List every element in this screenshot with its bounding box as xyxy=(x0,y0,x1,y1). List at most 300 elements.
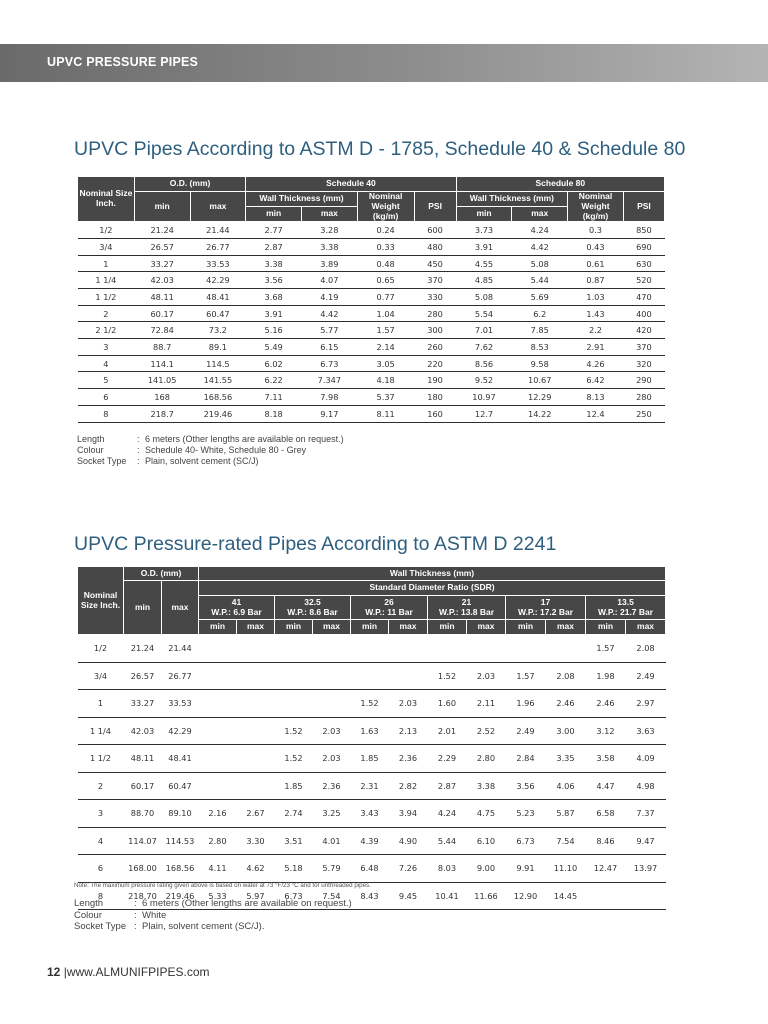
table-cell: 2.49 xyxy=(626,662,666,690)
table-cell: 1 1/2 xyxy=(78,745,124,773)
wall-max-header: max xyxy=(313,620,351,635)
table-cell: 3.56 xyxy=(246,272,302,289)
table-cell: 4.90 xyxy=(389,827,428,855)
od-max-header: max xyxy=(162,581,199,635)
table-cell: 6.15 xyxy=(302,339,358,356)
table-cell: 2.80 xyxy=(467,745,506,773)
table-cell: 168 xyxy=(134,389,190,406)
table-cell: 7.98 xyxy=(302,389,358,406)
table-row xyxy=(78,238,665,255)
table-cell: 2.14 xyxy=(357,339,414,356)
table-cell xyxy=(237,635,275,663)
table-cell: 2.13 xyxy=(389,717,428,745)
sch80-psi-header: PSI xyxy=(623,192,664,222)
table-cell: 88.70 xyxy=(124,800,162,828)
note-key: Colour xyxy=(74,909,102,921)
note-value: Plain, solvent cement (SC/J) xyxy=(145,456,259,466)
table-row xyxy=(78,772,666,800)
table-cell: 1 xyxy=(78,690,124,718)
table-cell: 1.57 xyxy=(506,662,546,690)
table-cell: 14.22 xyxy=(512,405,568,422)
note-value: 6 meters (Other lengths are available on request.) xyxy=(145,434,344,444)
note-colon: : xyxy=(134,909,137,921)
table-cell: 9.17 xyxy=(302,405,358,422)
page-number: 12 xyxy=(47,965,61,979)
table-cell: 1 xyxy=(78,255,135,272)
table-row xyxy=(78,690,666,718)
sch80-wall-max-header: max xyxy=(512,207,568,222)
sdr-group-header xyxy=(428,596,506,620)
note-value: Schedule 40- White, Schedule 80 - Grey xyxy=(145,445,307,455)
table-cell: 2.03 xyxy=(313,717,351,745)
table-cell: 6.10 xyxy=(467,827,506,855)
table-cell: 1.52 xyxy=(351,690,389,718)
table-cell: 2.82 xyxy=(389,772,428,800)
table-cell: 5.23 xyxy=(506,800,546,828)
table-cell: 470 xyxy=(623,289,664,306)
table-cell: 1/2 xyxy=(78,635,124,663)
table-cell: 850 xyxy=(623,222,664,239)
note-value: Plain, solvent cement (SC/J). xyxy=(142,921,265,932)
table-cell: 9.58 xyxy=(512,355,568,372)
table-cell: 8.56 xyxy=(456,355,512,372)
table-cell: 1 1/4 xyxy=(78,717,124,745)
table-cell: 2 xyxy=(78,305,135,322)
table-cell: 48.41 xyxy=(162,745,199,773)
table-cell: 73.2 xyxy=(190,322,246,339)
table-cell: 114.53 xyxy=(162,827,199,855)
table-cell: 7.26 xyxy=(389,855,428,883)
table-cell: 3.35 xyxy=(546,745,586,773)
table-row xyxy=(78,289,665,306)
table-row xyxy=(78,389,665,406)
table-cell: 26.77 xyxy=(162,662,199,690)
table-cell: 1.98 xyxy=(586,662,626,690)
table-row xyxy=(78,635,666,663)
table-cell: 450 xyxy=(414,255,456,272)
note-colon: : xyxy=(134,898,137,909)
table-cell: 690 xyxy=(623,238,664,255)
table-cell: 3.58 xyxy=(586,745,626,773)
sdr-group-header xyxy=(275,596,351,620)
table-cell: 42.29 xyxy=(190,272,246,289)
table-cell: 72.84 xyxy=(134,322,190,339)
table-cell: 2.46 xyxy=(546,690,586,718)
table-cell: 6.42 xyxy=(568,372,624,389)
table-cell: 4.06 xyxy=(546,772,586,800)
table2-title: UPVC Pressure-rated Pipes According to ASTM D 2241 xyxy=(74,533,557,555)
wall-min-header: min xyxy=(586,620,626,635)
table-cell: 600 xyxy=(414,222,456,239)
table-cell: 8 xyxy=(78,882,124,910)
page-footer xyxy=(47,965,210,979)
note-key: Length xyxy=(77,434,105,444)
table-cell: 5.08 xyxy=(512,255,568,272)
sch40-wall-max-header: max xyxy=(302,207,358,222)
table-cell: 26.57 xyxy=(134,238,190,255)
sdr-ratio: 41 xyxy=(231,596,242,607)
schedule-table xyxy=(77,176,665,423)
table-cell: 4 xyxy=(78,355,135,372)
table-cell: 1.03 xyxy=(568,289,624,306)
table-cell: 6.73 xyxy=(506,827,546,855)
table-cell xyxy=(546,635,586,663)
table-cell: 1.63 xyxy=(351,717,389,745)
table-cell: 0.48 xyxy=(357,255,414,272)
table-cell: 2.97 xyxy=(626,690,666,718)
table-cell: 2.52 xyxy=(467,717,506,745)
table-cell: 6.58 xyxy=(586,800,626,828)
table-cell: 220 xyxy=(414,355,456,372)
table-row xyxy=(78,855,666,883)
sch80-wall-header: Wall Thickness (mm) xyxy=(456,192,567,207)
sdr-header: Standard Diameter Ratio (SDR) xyxy=(199,581,666,596)
table-cell: 2.77 xyxy=(246,222,302,239)
table-cell: 300 xyxy=(414,322,456,339)
table-cell: 2.36 xyxy=(313,772,351,800)
table-cell: 4.09 xyxy=(626,745,666,773)
table-cell: 4.11 xyxy=(199,855,237,883)
table-cell: 7.54 xyxy=(313,882,351,910)
table-cell: 0.87 xyxy=(568,272,624,289)
schedule80-header: Schedule 80 xyxy=(456,177,664,192)
table-cell: 8 xyxy=(78,405,135,422)
table-cell: 4.75 xyxy=(467,800,506,828)
table-cell: 9.00 xyxy=(467,855,506,883)
note-row xyxy=(77,456,344,467)
table-cell: 2.16 xyxy=(199,800,237,828)
wall-max-header: max xyxy=(237,620,275,635)
table-cell: 1/2 xyxy=(78,222,135,239)
table-cell: 4 xyxy=(78,827,124,855)
table-cell: 2.67 xyxy=(237,800,275,828)
table-cell: 42.29 xyxy=(162,717,199,745)
table-cell: 6 xyxy=(78,855,124,883)
table-cell: 88.7 xyxy=(134,339,190,356)
table-cell: 4.26 xyxy=(568,355,624,372)
table-cell: 8.53 xyxy=(512,339,568,356)
sdr-ratio: 17 xyxy=(540,596,551,607)
table-cell: 2.84 xyxy=(506,745,546,773)
sch80-weight-header: Nominal Weight (kg/m) xyxy=(568,192,624,222)
table-cell: 8.18 xyxy=(246,405,302,422)
table-cell: 6.48 xyxy=(351,855,389,883)
table-cell: 3.89 xyxy=(302,255,358,272)
sch40-psi-header: PSI xyxy=(414,192,456,222)
table-cell xyxy=(428,635,467,663)
section-label: UPVC PRESSURE PIPES xyxy=(47,55,199,69)
table1-title: UPVC Pipes According to ASTM D - 1785, Schedule 40 & Schedule 80 xyxy=(74,138,686,160)
sch40-wall-min-header: min xyxy=(246,207,302,222)
table-cell: 3.51 xyxy=(275,827,313,855)
table-cell: 4.07 xyxy=(302,272,358,289)
note-key: Socket Type xyxy=(77,456,127,466)
table-cell: 2.49 xyxy=(506,717,546,745)
pressure-footnote: Note: The maximum pressure rating given above is based on water at 73 °F/23 °C and for unthreaded pipes. xyxy=(74,882,371,889)
table-cell: 5.16 xyxy=(246,322,302,339)
table-cell: 2.2 xyxy=(568,322,624,339)
table-cell: 7.01 xyxy=(456,322,512,339)
table-cell: 10.67 xyxy=(512,372,568,389)
table-cell xyxy=(467,635,506,663)
wall-max-header: max xyxy=(389,620,428,635)
schedule40-header: Schedule 40 xyxy=(246,177,456,192)
table-cell: 3.43 xyxy=(351,800,389,828)
table-row xyxy=(78,800,666,828)
table-cell: 2.87 xyxy=(246,238,302,255)
table-cell: 10.41 xyxy=(428,882,467,910)
table-cell: 2.03 xyxy=(389,690,428,718)
table-cell: 3.91 xyxy=(456,238,512,255)
sdr-ratio: 32.5 xyxy=(304,596,321,607)
table-cell xyxy=(199,635,237,663)
table-cell: 5.08 xyxy=(456,289,512,306)
table-cell xyxy=(586,882,626,910)
table-cell: 33.27 xyxy=(124,690,162,718)
table-cell: 8.43 xyxy=(351,882,389,910)
working-pressure: W.P.: 6.9 Bar xyxy=(211,606,262,617)
table-cell: 4.01 xyxy=(313,827,351,855)
table-cell: 6.22 xyxy=(246,372,302,389)
wall-min-header: min xyxy=(351,620,389,635)
nominal-size-header: Nominal Size Inch. xyxy=(78,177,135,222)
table-cell: 48.11 xyxy=(134,289,190,306)
sdr-ratio: 21 xyxy=(461,596,472,607)
table-cell: 190 xyxy=(414,372,456,389)
table-cell: 48.11 xyxy=(124,745,162,773)
table-cell: 3/4 xyxy=(78,662,124,690)
table-cell: 1.85 xyxy=(351,745,389,773)
table-cell: 26.57 xyxy=(124,662,162,690)
table-cell: 1.04 xyxy=(357,305,414,322)
table-cell xyxy=(313,662,351,690)
table-cell: 8.46 xyxy=(586,827,626,855)
working-pressure: W.P.: 17.2 Bar xyxy=(517,606,574,617)
sdr-group-header xyxy=(586,596,666,620)
table-cell: 7.37 xyxy=(626,800,666,828)
table-cell: 5.49 xyxy=(246,339,302,356)
table-cell: 1 1/2 xyxy=(78,289,135,306)
table-cell: 1.57 xyxy=(357,322,414,339)
table-cell: 400 xyxy=(623,305,664,322)
table-cell: 114.5 xyxy=(190,355,246,372)
table-cell: 26.77 xyxy=(190,238,246,255)
table-cell: 330 xyxy=(414,289,456,306)
wall-max-header: max xyxy=(626,620,666,635)
table-row xyxy=(78,322,665,339)
table-cell: 4.55 xyxy=(456,255,512,272)
table-row xyxy=(78,272,665,289)
table-cell: 7.11 xyxy=(246,389,302,406)
table-cell xyxy=(351,635,389,663)
table-cell xyxy=(626,882,666,910)
working-pressure: W.P.: 11 Bar xyxy=(365,606,413,617)
sdr-ratio: 13.5 xyxy=(617,596,634,607)
note-colon: : xyxy=(137,456,140,466)
schedule-table-body xyxy=(78,222,665,422)
table-cell: 4.19 xyxy=(302,289,358,306)
note-colon: : xyxy=(137,434,140,444)
table-cell: 6.2 xyxy=(512,305,568,322)
sdr-group-header xyxy=(351,596,428,620)
table-cell: 3.94 xyxy=(389,800,428,828)
table-cell: 4.62 xyxy=(237,855,275,883)
table-cell: 42.03 xyxy=(134,272,190,289)
table-cell xyxy=(313,635,351,663)
table-cell: 1.57 xyxy=(586,635,626,663)
table-row xyxy=(78,662,666,690)
table-row xyxy=(78,255,665,272)
table-cell: 168.00 xyxy=(124,855,162,883)
table-cell: 370 xyxy=(414,272,456,289)
table-cell: 3.38 xyxy=(246,255,302,272)
table-cell xyxy=(199,745,237,773)
table-cell: 520 xyxy=(623,272,664,289)
table-cell: 1.43 xyxy=(568,305,624,322)
table-cell xyxy=(275,690,313,718)
table-cell: 5.37 xyxy=(357,389,414,406)
note-value: 6 meters (Other lengths are available on request.) xyxy=(142,898,352,909)
table-cell: 3 xyxy=(78,800,124,828)
table-cell: 1.52 xyxy=(275,745,313,773)
note-row xyxy=(77,434,344,445)
sdr-group-header xyxy=(506,596,586,620)
table-cell: 33.53 xyxy=(190,255,246,272)
table-cell: 3.38 xyxy=(467,772,506,800)
table-cell: 2.46 xyxy=(586,690,626,718)
table-cell: 1.96 xyxy=(506,690,546,718)
table-cell: 89.10 xyxy=(162,800,199,828)
table-cell: 60.47 xyxy=(162,772,199,800)
od-min-header: min xyxy=(124,581,162,635)
table-cell: 290 xyxy=(623,372,664,389)
table-cell: 1.52 xyxy=(275,717,313,745)
table-cell: 3.38 xyxy=(302,238,358,255)
table-cell: 9.91 xyxy=(506,855,546,883)
note-value: White xyxy=(142,909,167,921)
table-cell: 6 xyxy=(78,389,135,406)
table-cell: 6.73 xyxy=(302,355,358,372)
table-cell: 0.33 xyxy=(357,238,414,255)
note-colon: : xyxy=(134,921,137,932)
table-cell: 13.97 xyxy=(626,855,666,883)
od-min-header: min xyxy=(134,192,190,222)
table-cell: 168.56 xyxy=(190,389,246,406)
table-cell: 219.46 xyxy=(162,882,199,910)
od-header: O.D. (mm) xyxy=(124,567,199,581)
table-cell: 5.87 xyxy=(546,800,586,828)
od-max-header: max xyxy=(190,192,246,222)
working-pressure: W.P.: 13.8 Bar xyxy=(438,606,495,617)
table-cell: 2.87 xyxy=(428,772,467,800)
table-cell: 3.68 xyxy=(246,289,302,306)
table-cell: 5.97 xyxy=(237,882,275,910)
table-cell: 12.4 xyxy=(568,405,624,422)
table-cell xyxy=(351,662,389,690)
table-cell: 3.73 xyxy=(456,222,512,239)
table-cell: 4.42 xyxy=(302,305,358,322)
table-cell: 60.17 xyxy=(124,772,162,800)
sch40-weight-header: Nominal Weight (kg/m) xyxy=(357,192,414,222)
table-cell: 1 1/4 xyxy=(78,272,135,289)
table-cell: 2.03 xyxy=(467,662,506,690)
sdr-group-header xyxy=(199,596,275,620)
table-cell: 1.52 xyxy=(428,662,467,690)
table-cell: 219.46 xyxy=(190,405,246,422)
table-cell: 12.47 xyxy=(586,855,626,883)
table-cell: 11.10 xyxy=(546,855,586,883)
website-link[interactable]: www.ALMUNIFPIPES.com xyxy=(66,965,210,979)
footer-separator: | xyxy=(63,965,67,979)
note-key: Socket Type xyxy=(74,921,127,932)
table-row xyxy=(78,827,666,855)
table-cell xyxy=(237,690,275,718)
note-colon: : xyxy=(137,445,140,455)
table-cell xyxy=(313,690,351,718)
table-cell: 480 xyxy=(414,238,456,255)
table-cell: 2.91 xyxy=(568,339,624,356)
table2-notes xyxy=(74,898,352,933)
note-row xyxy=(77,445,344,456)
note-key: Colour xyxy=(77,445,104,455)
table-cell: 4.98 xyxy=(626,772,666,800)
table-cell: 4.85 xyxy=(456,272,512,289)
table-cell: 1.60 xyxy=(428,690,467,718)
table-cell: 160 xyxy=(414,405,456,422)
table-cell: 0.77 xyxy=(357,289,414,306)
table-cell: 4.24 xyxy=(512,222,568,239)
table-cell: 2.01 xyxy=(428,717,467,745)
note-row xyxy=(74,898,352,910)
table-cell xyxy=(389,662,428,690)
table-cell: 2.08 xyxy=(546,662,586,690)
table-cell: 141.55 xyxy=(190,372,246,389)
table-cell: 3.56 xyxy=(506,772,546,800)
table-cell: 7.347 xyxy=(302,372,358,389)
sdr-ratio: 26 xyxy=(384,596,394,607)
table-cell: 4.18 xyxy=(357,372,414,389)
wall-min-header: min xyxy=(506,620,546,635)
table-cell xyxy=(199,690,237,718)
table-cell: 3.05 xyxy=(357,355,414,372)
wall-max-header: max xyxy=(467,620,506,635)
table-cell xyxy=(199,772,237,800)
table-cell xyxy=(199,717,237,745)
table-cell: 114.07 xyxy=(124,827,162,855)
table-cell: 3.30 xyxy=(237,827,275,855)
table-cell: 6.73 xyxy=(275,882,313,910)
table-row xyxy=(78,339,665,356)
table-cell: 12.7 xyxy=(456,405,512,422)
table-cell xyxy=(275,635,313,663)
table-cell: 21.24 xyxy=(134,222,190,239)
table-cell: 33.53 xyxy=(162,690,199,718)
table-cell: 2.36 xyxy=(389,745,428,773)
table-cell: 5.54 xyxy=(456,305,512,322)
table-cell: 2.80 xyxy=(199,827,237,855)
table-cell: 2.74 xyxy=(275,800,313,828)
table-cell: 21.44 xyxy=(190,222,246,239)
table-cell: 8.13 xyxy=(568,389,624,406)
table-cell xyxy=(237,717,275,745)
table-cell: 0.43 xyxy=(568,238,624,255)
table-cell: 9.47 xyxy=(626,827,666,855)
table-cell: 2.11 xyxy=(467,690,506,718)
wall-min-header: min xyxy=(275,620,313,635)
working-pressure: W.P.: 8.6 Bar xyxy=(287,606,338,617)
table-cell: 114.1 xyxy=(134,355,190,372)
table-cell: 3 xyxy=(78,339,135,356)
